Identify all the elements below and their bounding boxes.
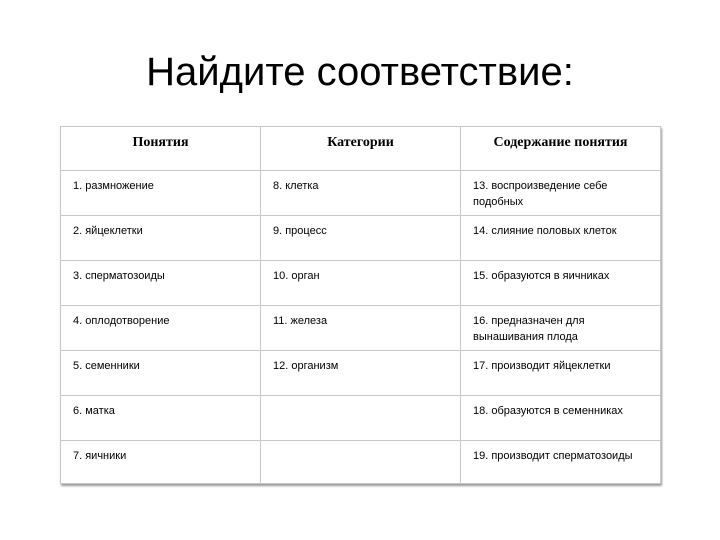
slide-title: Найдите соответствие: (146, 50, 574, 94)
table-row (61, 441, 661, 484)
table-cell: 11. железа (261, 306, 461, 351)
table-row (61, 216, 661, 261)
table-cell: 12. организм (261, 351, 461, 396)
table-cell: 10. орган (261, 261, 461, 306)
table-cell: 16. предназначен для вынашивания плода (461, 306, 661, 351)
table-row (61, 306, 661, 351)
table-header-row (61, 127, 661, 171)
matching-table (60, 126, 661, 484)
header-concepts: Понятия (61, 127, 261, 171)
table-cell (261, 396, 461, 441)
table-cell: 9. процесс (261, 216, 461, 261)
table-cell: 1. размножение (61, 171, 261, 216)
table-cell: 4. оплодотворение (61, 306, 261, 351)
table-cell: 6. матка (61, 396, 261, 441)
table-row (61, 396, 661, 441)
table-cell: 13. воспроизведение себе подобных (461, 171, 661, 216)
table-cell: 8. клетка (261, 171, 461, 216)
table-cell (261, 441, 461, 484)
table-cell: 14. слияние половых клеток (461, 216, 661, 261)
table-cell: 2. яйцеклетки (61, 216, 261, 261)
table-cell: 7. яичники (61, 441, 261, 484)
table-cell: 5. семенники (61, 351, 261, 396)
table-cell: 18. образуются в семенниках (461, 396, 661, 441)
table-cell: 15. образуются в яичниках (461, 261, 661, 306)
table-cell: 17. производит яйцеклетки (461, 351, 661, 396)
header-content: Содержание понятия (461, 127, 661, 171)
matching-table-container (60, 126, 660, 484)
table-cell: 3. сперматозоиды (61, 261, 261, 306)
table-cell: 19. производит сперматозоиды (461, 441, 661, 484)
table-row (61, 351, 661, 396)
table-row (61, 171, 661, 216)
header-categories: Категории (261, 127, 461, 171)
table-row (61, 261, 661, 306)
